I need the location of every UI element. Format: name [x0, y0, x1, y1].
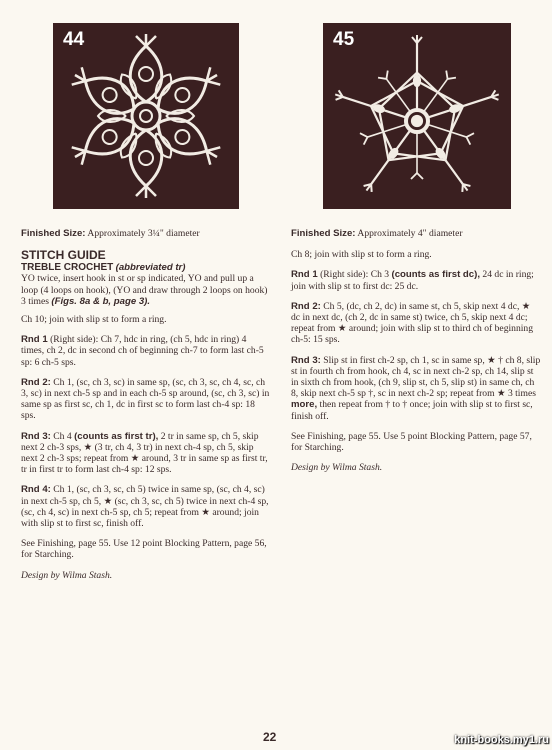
finished-size-value: Approximately 4" diameter [357, 228, 463, 239]
rnd-4 [21, 484, 271, 529]
rnd-1 [291, 269, 541, 291]
rnd-label: Rnd 2: [21, 376, 51, 388]
rnd-text: (Right side): Ch 3 [320, 269, 390, 281]
rnd-label: Rnd 1 [291, 269, 318, 281]
rnd-text: Ch 5, (dc, ch 2, dc) in same st, ch 5, skip next 4 dc, ★ dc in next dc, (ch 2, dc in same st) twice, ch 5, skip next 4 dc; repeat from ★ around; join with slip st to third ch of beginning ch-5: 15 sps. [291, 300, 534, 346]
finished-size-value: Approximately 3¼" diameter [87, 228, 200, 239]
rnd-label: Rnd 3: [291, 354, 321, 366]
designer-credit: Design by Wilma Stash. [21, 569, 113, 581]
watermark: knit-books.my1.ru [454, 734, 549, 746]
rnd-text-bold: more, [291, 399, 318, 411]
rnd-2 [291, 301, 541, 346]
left-column [21, 228, 271, 588]
rnd-text: (Right side): Ch 7, hdc in ring, (ch 5, hdc in ring) 4 times, ch 2, dc in second ch of beginning ch-7 to form last ch-5 sp: 6 ch-5 sps. [21, 334, 264, 368]
finished-size-label: Finished Size: [291, 228, 356, 239]
rnd-text: Ch 1, (sc, ch 3, sc, ch 5) twice in same sp, (sc, ch 4, sc) in next ch-5 sp, ch 5, ★ (sc, ch 3, sc, ch 5) twice in next ch-4 sp, (sc, ch 4, sc) in next ch-5 sp, ch 5; repeat from ★ around; join with slip st to first sc, finish off. [21, 484, 269, 530]
finished-size-45 [291, 228, 541, 239]
stitch-guide [21, 249, 271, 307]
rnd-text: Ch 1, (sc, ch 3, sc) in same sp, (sc, ch 3, sc, ch 4, sc, ch 3, sc) in next ch-5 sp and in each ch-5 sp around, (sc, ch 3, sc) in same sp as first sc, ch 1, dc in first sc to form last ch-4 sp: 18 sps. [21, 376, 270, 422]
rnd-label: Rnd 4: [21, 484, 51, 496]
page-number: 22 [263, 730, 277, 744]
rnd-text: 2 tr in same sp, ch 5, skip next 2 ch-3 sps, ★ (3 tr, ch 4, 3 tr) in next ch-4 sp, ch 5, skip next 2 ch-3 sps; repeat from ★ around, 3 tr in same sp as first tr, tr in first tr to form last ch-4 sp: 12 sps. [21, 430, 268, 476]
ch-intro: Ch 10; join with slip st to form a ring. [21, 314, 167, 326]
rnd-2 [21, 377, 271, 422]
finishing-note: See Finishing, page 55. Use 5 point Blocking Pattern, page 57, for Starching. [291, 430, 532, 454]
rnd-label: Rnd 3: [21, 430, 51, 442]
rnd-text-bold: (counts as first tr), [74, 430, 159, 442]
treble-crochet-title: TREBLE CROCHET [21, 262, 114, 274]
right-column [291, 228, 541, 480]
ch-intro: Ch 8; join with slip st to form a ring. [291, 249, 432, 261]
rnd-text: then repeat from † to † once; join with slip st to first sc, finish off. [291, 399, 533, 422]
snowflake-45-photo [323, 23, 511, 209]
rnd-text: Ch 4 [53, 430, 72, 442]
treble-crochet-abbrev: (abbreviated tr) [115, 262, 186, 274]
rnd-1 [21, 334, 271, 368]
finishing-note: See Finishing, page 55. Use 12 point Blocking Pattern, page 56, for Starching. [21, 538, 267, 561]
rnd-label: Rnd 2: [291, 300, 321, 312]
stitch-guide-title: STITCH GUIDE [21, 248, 106, 263]
rnd-3 [21, 431, 271, 476]
rnd-label: Rnd 1 [21, 334, 48, 346]
pattern-number-44: 44 [63, 29, 85, 50]
rnd-text: Slip st in first ch-2 sp, ch 1, sc in same sp, ★ † ch 8, slip st in fourth ch from hook, ch 4, sc in next ch-2 sp, ch 14, slip st in sixth ch from hook, (ch 9, slip st, ch 5, slip st) in same ch, ch 8, skip next ch-5 sp †, sc in next ch-2 sp; repeat from ★ 3 times [291, 354, 541, 400]
pattern-number-45: 45 [333, 29, 355, 50]
treble-crochet-ref: (Figs. 8a & b, page 3). [51, 295, 151, 307]
treble-crochet-text: YO twice, insert hook in st or sp indicated, YO and pull up a loop (4 loops on hook), (YO and draw through 2 loops on hook) 3 times [21, 273, 268, 307]
finished-size-label: Finished Size: [21, 228, 86, 239]
designer-credit: Design by Wilma Stash. [291, 462, 383, 474]
finished-size-44 [21, 228, 271, 239]
rnd-text-bold: (counts as first dc), [391, 269, 480, 281]
rnd-3 [291, 355, 541, 422]
rnd-text: 24 dc in ring; join with slip st to first dc: 25 dc. [291, 269, 534, 292]
snowflake-44-photo [53, 23, 239, 209]
